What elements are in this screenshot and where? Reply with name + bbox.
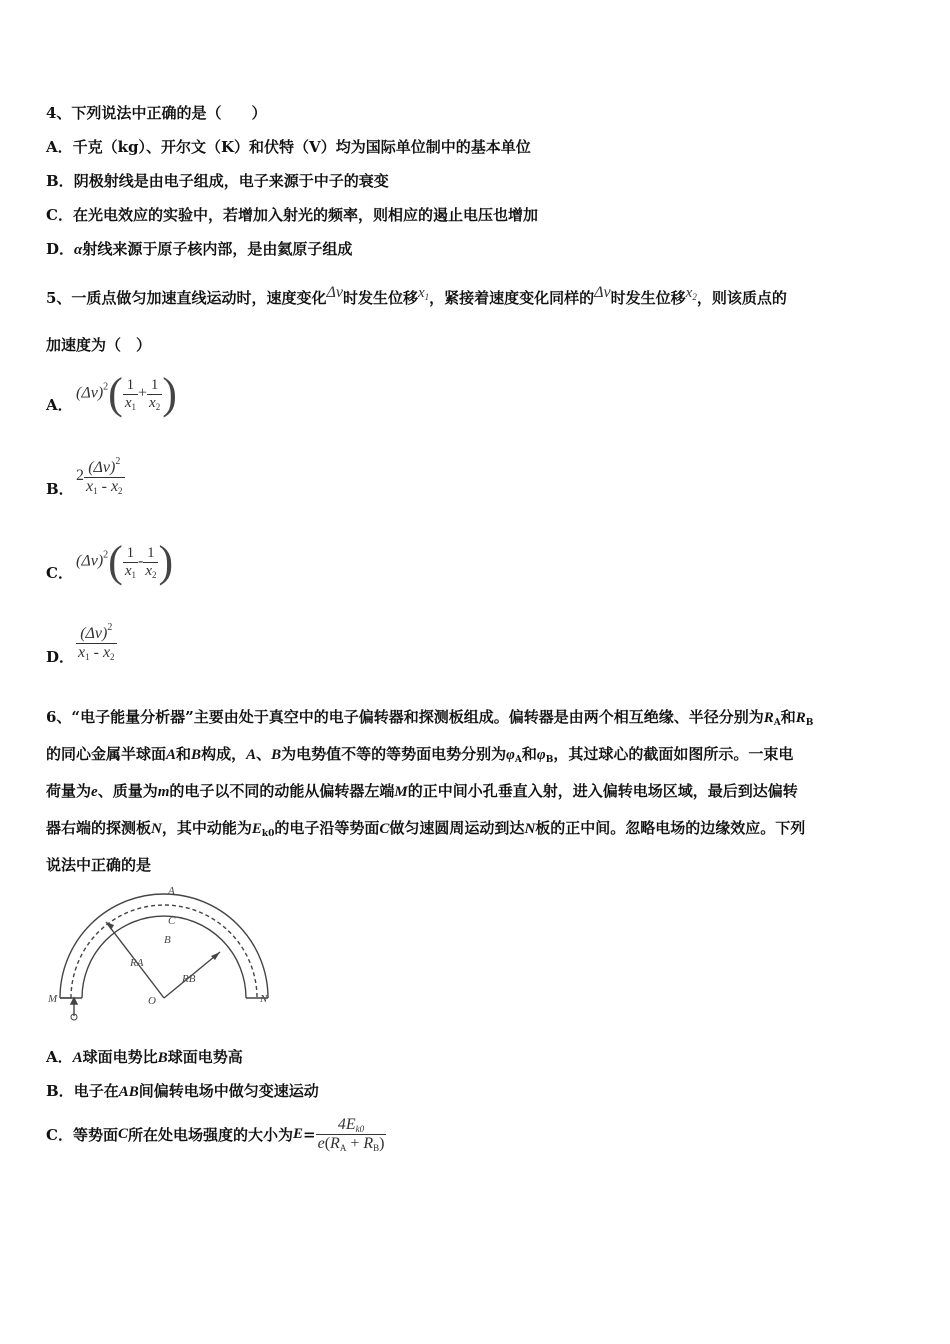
- option-formula: $(\Delta v)^2$( $\frac{1}{x_1}$ + $\frac{1}{x_2}$ ): [76, 369, 177, 418]
- q4-option-c: [46, 204, 538, 225]
- q4-stem: 4、下列说法中正确的是（ ）: [46, 104, 267, 122]
- outer-hemisphere-A: [60, 894, 268, 998]
- deflector-figure: [44, 880, 284, 1022]
- label-RB: RB: [182, 973, 196, 985]
- option-label: C．: [46, 206, 73, 224]
- inner-hemisphere-B: [82, 916, 246, 998]
- option-text: 在光电效应的实验中，若增加入射光的频率，则相应的遏止电压也增加: [72, 206, 538, 224]
- label-N: N: [260, 993, 268, 1005]
- q6-option-c: C．等势面C所在处电场强度的大小为E= $\frac{4E_{k0}}{e(R_A + R_B)}$: [46, 1116, 385, 1153]
- q5-stem-line2: 加速度为（ ）: [46, 336, 152, 354]
- q6-option-a: A．A球面电势比B球面电势高: [46, 1048, 243, 1066]
- q5-stem-part: 时发生位移: [610, 289, 686, 307]
- x1-symbol: $x_1$: [417, 285, 430, 302]
- q6-option-b: B．电子在AB间偏转电场中做匀变速运动: [46, 1082, 319, 1100]
- option-label: B．: [46, 172, 74, 190]
- delta-v: Δv: [326, 284, 343, 301]
- option-formula: $(\Delta v)^2$( $\frac{1}{x_1}$ - $\frac{1}{x_2}$ ): [76, 537, 174, 586]
- label-B: B: [164, 934, 171, 946]
- equipotential-C: [71, 905, 257, 998]
- option-label: A．: [46, 138, 73, 156]
- option-label: C．: [46, 564, 73, 582]
- option-label: A．: [46, 396, 73, 414]
- q5-stem-part: 时发生位移: [342, 289, 418, 307]
- x2-symbol: $x_2$: [685, 285, 697, 302]
- option-label: D．: [46, 648, 75, 666]
- q4-option-b: [46, 170, 389, 191]
- field-strength-formula: $\frac{4E_{k0}}{e(R_A + R_B)}$: [317, 1116, 385, 1153]
- q4-option-a: [46, 136, 531, 157]
- label-C: C: [168, 915, 176, 927]
- q5-stem-part: ，则该质点的: [696, 289, 787, 307]
- option-text: 千克（kg）、开尔文（K）和伏特（V）均为国际单位制中的基本单位: [72, 138, 531, 156]
- q4-option-d: [46, 238, 352, 259]
- label-M: M: [48, 993, 58, 1005]
- option-text: 阴极射线是由电子组成，电子来源于中子的衰变: [73, 172, 389, 190]
- q6-line-1: 6、“电子能量分析器”主要由处于真空中的电子偏转器和探测板组成。偏转器是由两个相互绝缘、半径分别为$R_A$和$R_B$: [46, 708, 814, 728]
- option-label: D．: [46, 240, 75, 258]
- label-RA: RA: [130, 957, 144, 969]
- label-A: A: [168, 885, 175, 897]
- q5-stem-part: ，紧接着速度变化同样的: [429, 289, 595, 307]
- option-text: 射线来源于原子核内部，是由氦原子组成: [82, 240, 353, 258]
- option-label: B．: [46, 480, 74, 498]
- q6-line-4: 器右端的探测板N，其中动能为$E_{k0}$的电子沿等势面C做匀速圆周运动到达N板的正中间。忽略电场的边缘效应。下列: [46, 819, 806, 839]
- q6-line-2: 的同心金属半球面A和B构成，A、B为电势值不等的等势面电势分别为$\varphi_A$和$\varphi_B$，其过球心的截面如图所示。一束电: [46, 745, 794, 765]
- label-O: O: [148, 995, 156, 1007]
- delta-v: Δv: [594, 284, 611, 301]
- q5-stem-part: 5、一质点做匀加速直线运动时，速度变化: [46, 289, 327, 307]
- q6-line-3: 荷量为e、质量为m的电子以不同的动能从偏转器左端M的正中间小孔垂直入射，进入偏转电场区域，最后到达偏转: [46, 782, 798, 800]
- option-formula: $\frac{(\Delta v)^2}{x_1 - x_2}$: [78, 622, 115, 662]
- q6-line-5: 说法中正确的是: [46, 856, 152, 874]
- option-formula: 2 $\frac{(\Delta v)^2}{x_1 - x_2}$: [76, 456, 123, 496]
- q5-stem: [46, 284, 787, 308]
- alpha-symbol: α: [74, 242, 83, 258]
